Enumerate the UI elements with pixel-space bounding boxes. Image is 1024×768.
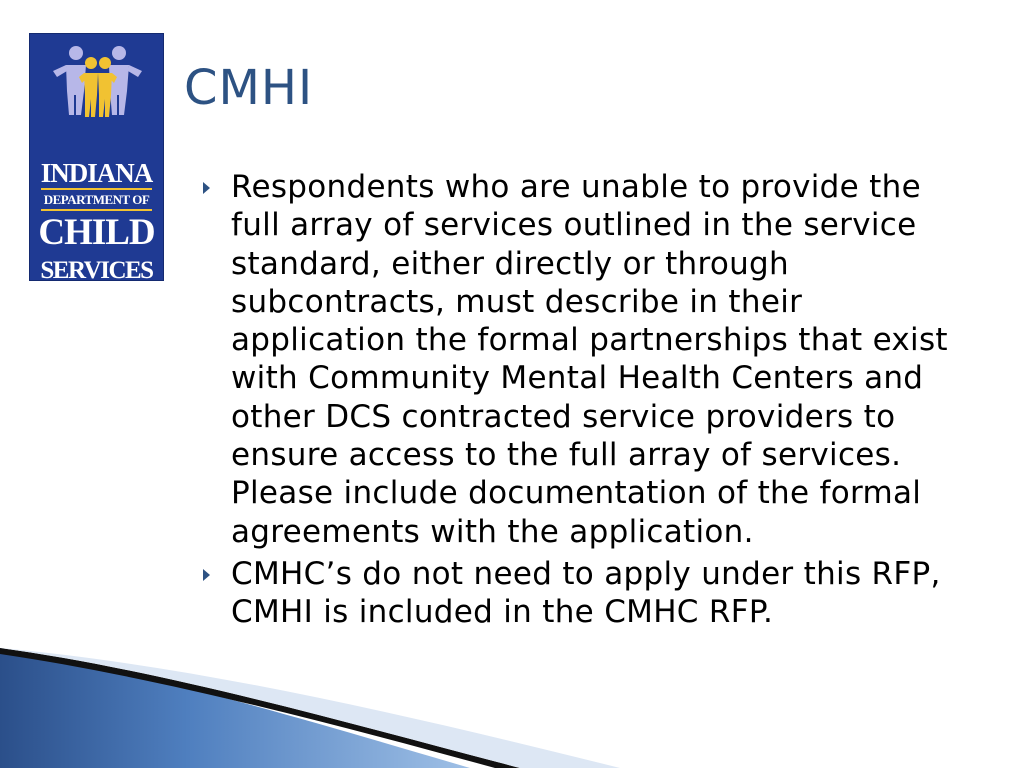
logo-rule [41, 188, 152, 190]
logo-rule [41, 209, 152, 211]
bullet-text: Respondents who are unable to provide the full array of services outlined in the service standard, either directly or through subcontracts, must describe in their application the formal partnerships that exist with Community Mental Health Centers and other DCS contracted service providers to ensure access to the full array of services. Please include documentation of the formal agreements with the application. [231, 169, 948, 550]
slide-title: CMHI [184, 60, 314, 116]
logo-services-text: SERVICES [40, 257, 153, 284]
list-item [200, 168, 960, 551]
bullet-text: CMHC’s do not need to apply under this RFP, CMHI is included in the CMHC RFP. [231, 555, 941, 631]
dcs-logo [29, 33, 164, 284]
logo-department-text: DEPARTMENT OF [43, 192, 150, 207]
decorative-swoosh [0, 648, 1024, 768]
family-figures-icon [29, 33, 164, 153]
bullet-arrow-icon [203, 569, 210, 581]
list-item [200, 555, 960, 632]
bullet-list [200, 168, 960, 636]
logo-indiana-text: INDIANA [40, 158, 153, 188]
bullet-arrow-icon [203, 182, 210, 194]
logo-child-text: CHILD [38, 212, 155, 253]
